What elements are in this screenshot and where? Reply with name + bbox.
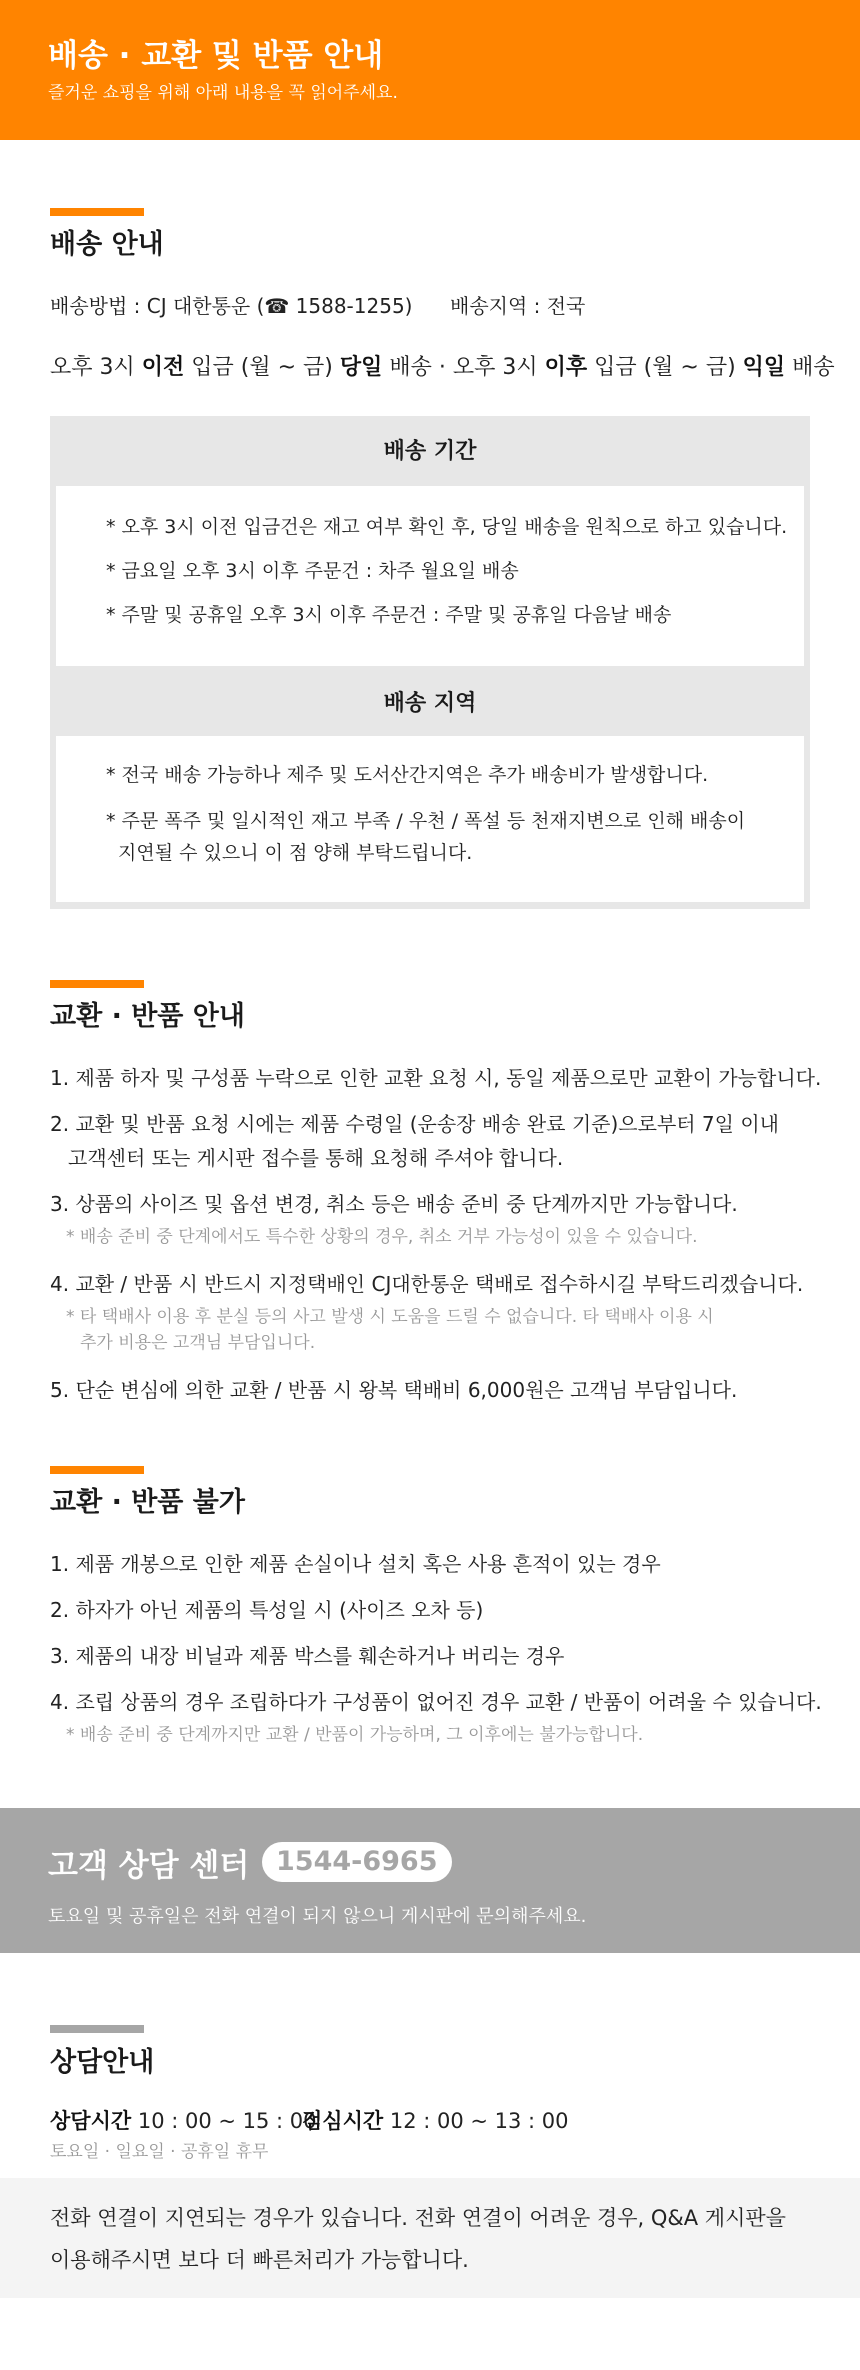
unavailable-item: 3. 제품의 내장 비닐과 제품 박스를 훼손하거나 버리는 경우 [50, 1644, 565, 1668]
schedule-text: 입금 (월 ~ 금) [184, 355, 340, 380]
shipping-info-box [50, 416, 810, 909]
period-title: 배송 기간 [383, 439, 477, 464]
period-item: * 주말 및 공휴일 오후 3시 이후 주문건 : 주말 및 공휴일 다음날 배송 [106, 604, 672, 626]
schedule-bold: 이전 [141, 355, 185, 380]
exchange-note: 추가 비용은 고객님 부담입니다. [80, 1333, 316, 1353]
cs-title: 고객 상담 센터 [48, 1848, 250, 1884]
section-accent-bar [50, 208, 144, 216]
lunch-label: 점심시간 [302, 2109, 384, 2133]
lunch-value: 12 : 00 ~ 13 : 00 [383, 2109, 569, 2133]
period-panel [56, 486, 804, 666]
exchange-note: * 타 택배사 이용 후 분실 등의 사고 발생 시 도움을 드릴 수 없습니다. 타 택배사 이용 시 [66, 1307, 714, 1327]
unavailable-title: 교환 · 반품 불가 [50, 1487, 245, 1518]
top-banner [0, 0, 860, 140]
exchange-item: 4. 교환 / 반품 시 반드시 지정택배인 CJ대한통운 택배로 접수하시길 부탁드리겠습니다. [50, 1272, 804, 1296]
schedule-text: 오후 3시 [50, 355, 142, 380]
hours-value: 10 : 00 ~ 15 : 00 [131, 2109, 317, 2133]
region-panel [56, 736, 804, 902]
exchange-item: 1. 제품 하자 및 구성품 누락으로 인한 교환 요청 시, 동일 제품으로만 교환이 가능합니다. [50, 1066, 822, 1090]
schedule-bold: 이후 [544, 355, 588, 380]
schedule-text: 입금 (월 ~ 금) [587, 355, 743, 380]
consult-title: 상담안내 [50, 2047, 155, 2078]
exchange-note: * 배송 준비 중 단계에서도 특수한 상황의 경우, 취소 거부 가능성이 있을 수 있습니다. [66, 1227, 698, 1247]
region-item: 지연될 수 있으니 이 점 양해 부탁드립니다. [118, 842, 473, 864]
cs-subtitle: 토요일 및 공휴일은 전화 연결이 되지 않으니 게시판에 문의해주세요. [48, 1906, 587, 1927]
unavailable-item: 1. 제품 개봉으로 인한 제품 손실이나 설치 혹은 사용 흔적이 있는 경우 [50, 1552, 661, 1576]
region-item: * 전국 배송 가능하나 제주 및 도서산간지역은 추가 배송비가 발생합니다. [106, 764, 709, 786]
period-item: * 오후 3시 이전 입금건은 재고 여부 확인 후, 당일 배송을 원칙으로 하고 있습니다. [106, 516, 788, 538]
exchange-title: 교환 · 반품 안내 [50, 1001, 245, 1032]
shipping-title: 배송 안내 [50, 229, 164, 260]
exchange-item: 고객센터 또는 게시판 접수를 통해 요청해 주셔야 합니다. [68, 1146, 564, 1170]
shipping-method: 배송방법 : CJ 대한통운 (☎ 1588-1255) [50, 294, 413, 318]
schedule-text: 배송 [785, 355, 835, 380]
section-accent-bar [50, 2025, 144, 2033]
section-accent-bar [50, 980, 144, 988]
unavailable-item: 2. 하자가 아닌 제품의 특성일 시 (사이즈 오차 등) [50, 1598, 484, 1622]
schedule-bold: 당일 [339, 355, 383, 380]
schedule-text: 배송 · 오후 3시 [382, 355, 545, 380]
shipping-schedule [50, 350, 835, 381]
schedule-bold: 익일 [742, 355, 786, 380]
cs-phone-badge[interactable]: 1544-6965 [262, 1842, 452, 1882]
consult-notice-line: 전화 연결이 지연되는 경우가 있습니다. 전화 연결이 어려운 경우, Q&A 게시판을 [50, 2206, 786, 2230]
consult-hours [50, 2105, 317, 2135]
customer-service-banner [0, 1808, 860, 1953]
hours-label: 상담시간 [50, 2109, 132, 2133]
exchange-item: 5. 단순 변심에 의한 교환 / 반품 시 왕복 택배비 6,000원은 고객님 부담입니다. [50, 1378, 738, 1402]
page-title: 배송 · 교환 및 반품 안내 [48, 38, 384, 74]
region-item: * 주문 폭주 및 일시적인 재고 부족 / 우천 / 폭설 등 천재지변으로 인해 배송이 [106, 810, 746, 832]
exchange-item: 2. 교환 및 반품 요청 시에는 제품 수령일 (운송장 배송 완료 기준)으로부터 7일 이내 [50, 1112, 779, 1136]
holiday-notice: 토요일 · 일요일 · 공휴일 휴무 [50, 2142, 269, 2162]
lunch-hours [302, 2105, 569, 2135]
period-item: * 금요일 오후 3시 이후 주문건 : 차주 월요일 배송 [106, 560, 519, 582]
region-title: 배송 지역 [383, 691, 477, 716]
page-subtitle: 즐거운 쇼핑을 위해 아래 내용을 꼭 읽어주세요. [48, 83, 398, 103]
unavailable-item: 4. 조립 상품의 경우 조립하다가 구성품이 없어진 경우 교환 / 반품이 어려울 수 있습니다. [50, 1690, 822, 1714]
unavailable-note: * 배송 준비 중 단계까지만 교환 / 반품이 가능하며, 그 이후에는 불가능합니다. [66, 1725, 644, 1745]
exchange-item: 3. 상품의 사이즈 및 옵션 변경, 취소 등은 배송 준비 중 단계까지만 가능합니다. [50, 1192, 738, 1216]
consult-notice-line: 이용해주시면 보다 더 빠른처리가 가능합니다. [50, 2248, 469, 2272]
consult-notice-box [0, 2178, 860, 2298]
section-accent-bar [50, 1466, 144, 1474]
shipping-region: 배송지역 : 전국 [450, 294, 586, 318]
